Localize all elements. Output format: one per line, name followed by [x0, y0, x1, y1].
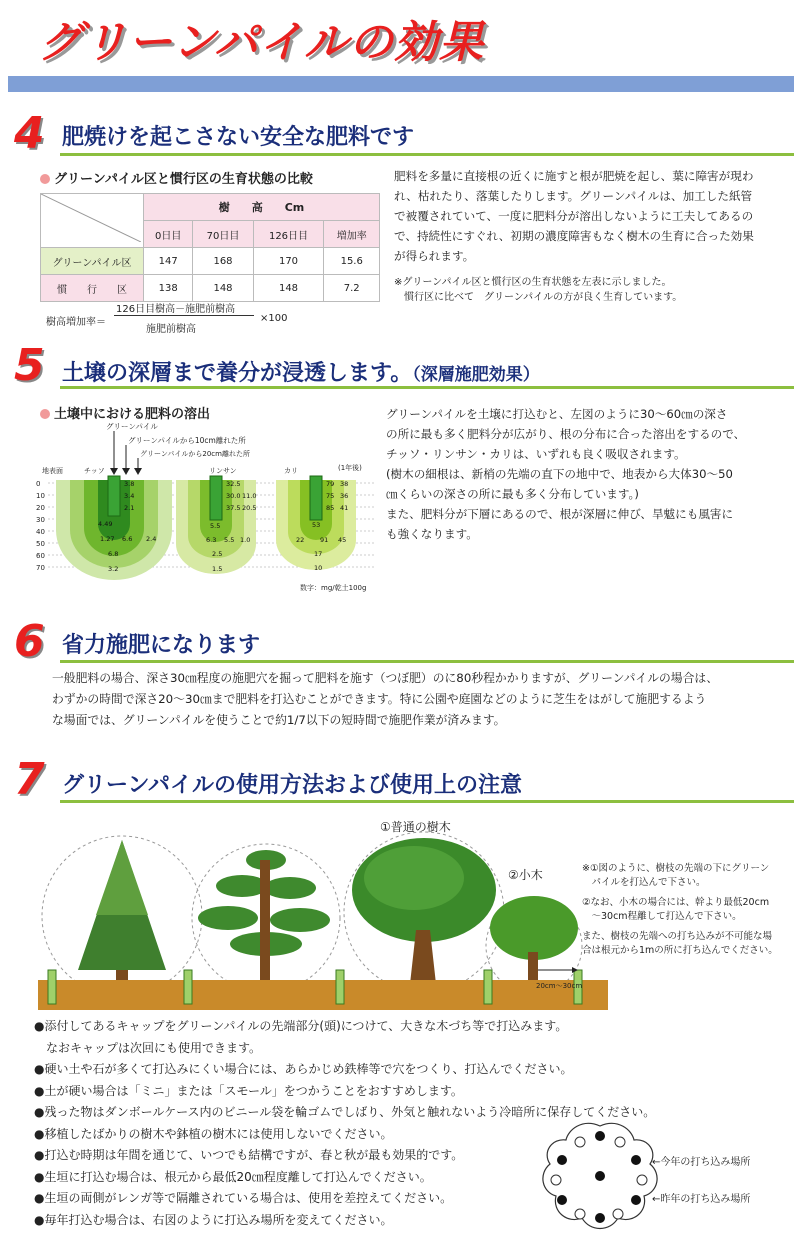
formula-multiplier: ×100 — [260, 313, 288, 324]
svg-text:11.0: 11.0 — [242, 492, 257, 500]
svg-text:6.3: 6.3 — [206, 536, 217, 544]
svg-text:53: 53 — [312, 521, 321, 529]
list-item: ●生垣の両側がレンガ等で隔離されている場合は、使用を差控えてください。 — [34, 1191, 453, 1205]
section4-body: 肥料を多量に直接根の近くに施すと根が肥焼を起し、葉に障害が現わ れ、枯れたり、落葉したりします。グリーンパイルは、加工した紙管 で被覆されていて、一度に肥料分が溶出しないように工夫してあるの で、持続性にすぐれ、初期の濃度障害もなく樹木の生育に合った効果 が得られます。 — [394, 169, 754, 263]
section4-subheading: グリーンパイル区と慣行区の生育状態の比較 — [40, 168, 313, 187]
pile-icon — [108, 476, 120, 516]
label-small-tree: ②小木 — [508, 868, 543, 882]
table-col-header: 0日目 — [144, 221, 193, 248]
table-cell: 147 — [144, 248, 193, 275]
svg-text:2.1: 2.1 — [124, 504, 135, 512]
table-cell: 168 — [193, 248, 253, 275]
svg-text:20.5: 20.5 — [242, 504, 257, 512]
section4-note: ※グリーンパイル区と慣行区の生育状態を左表に示しました。 慣行区に比べて グリーンパイルの方が良く生育しています。 — [394, 277, 683, 303]
table-corner — [41, 194, 144, 248]
section6-body: 一般肥料の場合、深さ30㎝程度の施肥穴を掘って肥料を施す（つぼ肥）のに80秒程かかりますが、グリーンパイルの場合は、 わずかの時間で深さ20～30㎝まで肥料を打込むことができます。特に公園や庭園などのように芝生をはがして施肥するよう な場面では、グリーンパイルを使うことで約1/7以下の短時間で施肥作業が済みます。 — [52, 671, 718, 727]
arrow-head-icon — [134, 468, 142, 475]
formula-lhs: 樹高増加率＝ — [46, 317, 106, 328]
pile-icon — [210, 476, 222, 520]
svg-text:85: 85 — [326, 504, 335, 512]
formula-denominator: 施肥前樹高 — [146, 324, 196, 335]
section7-title: グリーンパイルの使用方法および使用上の注意 — [62, 773, 523, 798]
svg-text:10: 10 — [36, 492, 45, 500]
svg-text:37.5: 37.5 — [226, 504, 241, 512]
tree-illustration — [38, 820, 608, 1010]
svg-text:70: 70 — [36, 564, 45, 572]
list-item: ●生垣に打込む場合は、根元から最低20㎝程度離して打込んでください。 — [34, 1169, 432, 1184]
callout-pile: グリーンパイル — [106, 422, 158, 431]
list-item: ●移植したばかりの樹木や鉢植の樹木には使用しないでください。 — [34, 1126, 393, 1141]
svg-text:41: 41 — [340, 504, 349, 512]
callout-10cm: グリーンパイルから10cm離れた所 — [128, 436, 246, 445]
svg-text:30.0: 30.0 — [226, 492, 241, 500]
section7-number: 7 — [14, 754, 45, 805]
label-potash: カリ — [284, 467, 298, 475]
legend-last-year: ←昨年の打ち込み場所 — [652, 1194, 751, 1205]
section5-title: 土壌の深層まで養分が浸透します。（深層施肥効果） — [62, 361, 540, 386]
section4-rule — [60, 153, 794, 156]
table-cell: 7.2 — [324, 275, 380, 302]
svg-text:60: 60 — [36, 552, 45, 560]
bullet-dot-icon — [40, 174, 50, 184]
arrow-head-icon — [110, 468, 118, 475]
small-tree-icon — [490, 896, 578, 960]
svg-text:79: 79 — [326, 480, 335, 488]
section5-rule — [60, 386, 794, 389]
section6-rule — [60, 660, 794, 663]
svg-text:22: 22 — [296, 536, 305, 544]
list-item: ●土が硬い場合は「ミニ」または「スモール」をつかうことをおすすめします。 — [34, 1083, 463, 1098]
label-phosphate: リンサン — [209, 467, 237, 475]
svg-text:5.5: 5.5 — [210, 522, 221, 530]
svg-text:10: 10 — [314, 564, 323, 572]
table-cell: 170 — [253, 248, 324, 275]
svg-text:1.0: 1.0 — [240, 536, 251, 544]
depth-axis — [36, 480, 45, 572]
section7-rule — [60, 800, 794, 803]
svg-text:38: 38 — [340, 480, 349, 488]
table-group-header: 樹 高 Cm — [144, 194, 380, 221]
label-year: (1年後) — [338, 464, 362, 472]
svg-text:75: 75 — [326, 492, 335, 500]
section4-number: 4 — [14, 108, 45, 159]
svg-text:30: 30 — [36, 516, 45, 524]
list-item: ●添付してあるキャップをグリーンパイルの先端部分(頭)につけて、大きな木づち等で打込みます。 — [34, 1019, 568, 1033]
svg-text:2.5: 2.5 — [212, 550, 223, 558]
table-cell: 148 — [193, 275, 253, 302]
pile-icon — [310, 476, 322, 520]
arrow-head-icon — [122, 468, 130, 475]
diagram-unit: 数字：mg/乾土100g — [300, 584, 367, 592]
list-item: ●残った物はダンボールケース内のビニール袋を輪ゴムでしばり、外気と触れないよう冷暗所に保存してください。 — [34, 1105, 656, 1119]
section4-title: 肥焼けを起こさない安全な肥料です — [62, 125, 415, 150]
svg-text:0: 0 — [36, 480, 41, 488]
svg-text:45: 45 — [338, 536, 347, 544]
corner-diagonal — [41, 194, 141, 242]
list-item: ●硬い土や石が多くて打込みにくい場合には、あらかじめ鉄棒等で穴をつくり、打込んでください。 — [34, 1062, 573, 1076]
bullet-dot-icon — [40, 409, 50, 419]
section6-title: 省力施肥になります — [62, 633, 261, 658]
label-nitrogen: チッソ — [84, 467, 105, 475]
soil-diagram — [34, 420, 384, 600]
svg-text:3.8: 3.8 — [124, 480, 135, 488]
callout-20cm: グリーンパイルから20cm離れた所 — [140, 450, 250, 458]
formula-bar — [114, 315, 254, 316]
svg-text:91: 91 — [320, 536, 329, 544]
svg-text:5.5: 5.5 — [224, 536, 235, 544]
table-col-header: 70日目 — [193, 221, 253, 248]
svg-text:50: 50 — [36, 540, 45, 548]
svg-text:3.4: 3.4 — [124, 492, 135, 500]
table-cell: 148 — [253, 275, 324, 302]
ground-band — [38, 980, 608, 1010]
section5-subheading: 土壌中における肥料の溶出 — [40, 403, 210, 422]
svg-text:4.49: 4.49 — [98, 520, 113, 528]
growth-table — [40, 193, 380, 302]
ground-distance-label: 20cm～30cm — [536, 982, 583, 990]
list-item: なおキャップは次回にも使用できます。 — [34, 1040, 262, 1055]
section5-number: 5 — [14, 340, 45, 391]
this-year-dots — [557, 1131, 641, 1223]
table-row-label: グリーンパイル区 — [41, 248, 144, 275]
svg-text:1.27: 1.27 — [100, 535, 115, 543]
svg-text:3.2: 3.2 — [108, 565, 119, 573]
svg-text:1.5: 1.5 — [212, 565, 223, 573]
list-item: ●毎年打込む場合は、右図のように打込み場所を変えてください。 — [34, 1212, 393, 1227]
svg-text:36: 36 — [340, 492, 349, 500]
svg-text:6.8: 6.8 — [108, 550, 119, 558]
svg-text:40: 40 — [36, 528, 45, 536]
formula-numerator: 126日目樹高－施肥前樹高 — [116, 304, 236, 315]
table-col-header: 126日目 — [253, 221, 324, 248]
list-item: ●打込む時期は年間を通じて、いつでも結構ですが、春と秋が最も効果的です。 — [34, 1148, 464, 1162]
section6-number: 6 — [14, 616, 45, 667]
rotation-diagram — [540, 1118, 660, 1234]
svg-text:32.5: 32.5 — [226, 480, 241, 488]
page-title: グリーンパイルの効果 — [38, 17, 485, 68]
section5-body: グリーンパイルを土壌に打込むと、左図のように30～60㎝の深さ の所に最も多く肥料分が広がり、根の分布に合った溶出をするので、 チッソ・リンサン・カリは、いずれも良く吸収されます。 (樹木の細根は、新梢の先端の直下の地中で、地表から大体30～50 ㎝くらいの深さの所に最も多く分布しています。) また、肥料分が下層にあるので、根が深層に伸び、旱魃にも風害に も強くなります。 — [386, 407, 746, 541]
table-col-header: 増加率 — [324, 221, 380, 248]
table-cell: 138 — [144, 275, 193, 302]
label-normal-tree: ①普通の樹木 — [380, 820, 451, 834]
svg-text:2.4: 2.4 — [146, 535, 157, 543]
section7-notes: ※①図のように、樹枝の先端の下にグリーン パイルを打込んで下さい。 ②なお、小木の場合には、幹より最低20cm ～30cm程離して打込んで下さい。 また、樹枝の先端への打ち込みが不可能な場 合は根元から1mの所に打ち込んでください。 — [582, 863, 778, 956]
table-cell: 15.6 — [324, 248, 380, 275]
table-row-label: 慣 行 区 — [41, 275, 144, 302]
svg-text:20: 20 — [36, 504, 45, 512]
header-band — [8, 76, 794, 92]
label-surface: 地表面 — [42, 467, 63, 475]
svg-text:6.6: 6.6 — [122, 535, 133, 543]
legend-this-year: ←今年の打ち込み場所 — [652, 1157, 751, 1168]
svg-text:17: 17 — [314, 550, 323, 558]
